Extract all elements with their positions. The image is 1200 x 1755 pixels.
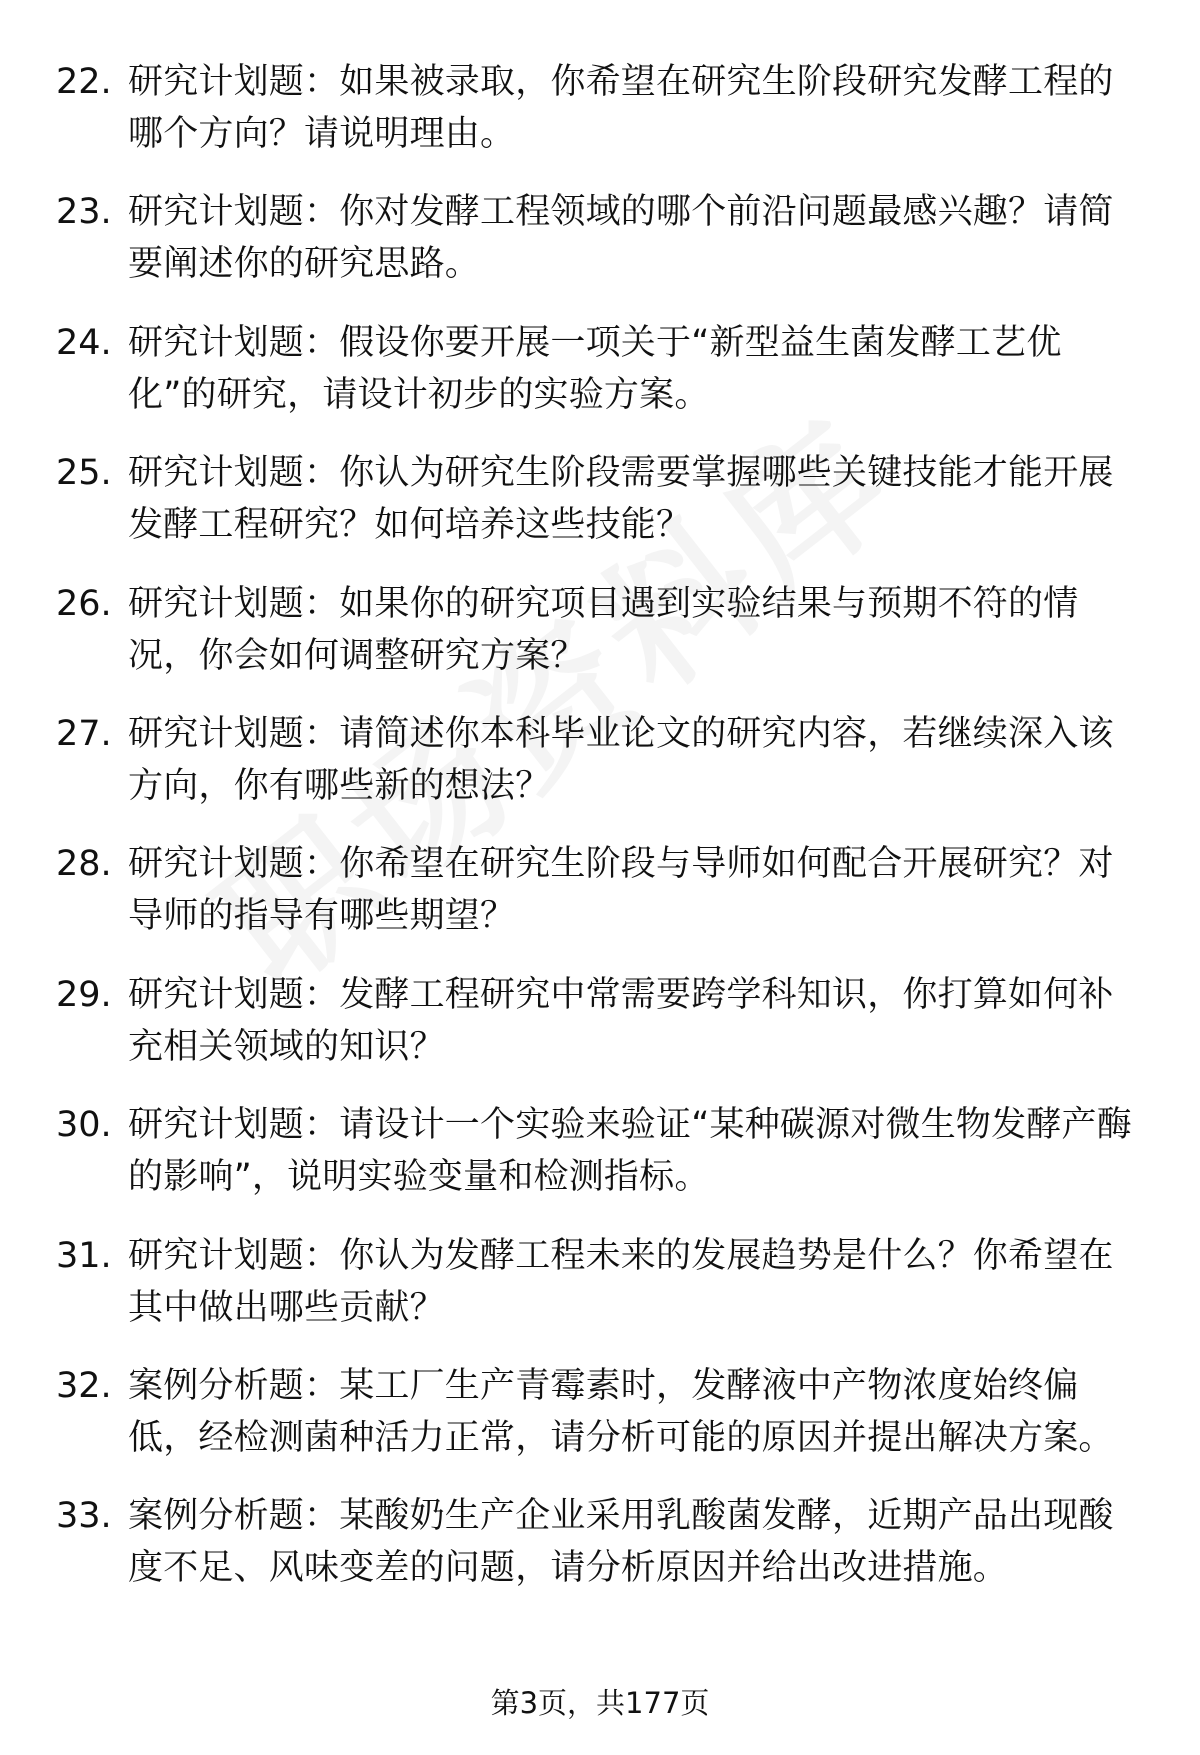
question-item-29 bbox=[0, 969, 1200, 1099]
question-list bbox=[0, 56, 1200, 1621]
question-text: 案例分析题：某工厂生产青霉素时，发酵液中产物浓度始终偏低，经检测菌种活力正常，请分析可能的原因并提出解决方案。 bbox=[128, 1365, 1114, 1458]
question-text: 研究计划题：发酵工程研究中常需要跨学科知识，你打算如何补充相关领域的知识？ bbox=[128, 974, 1114, 1067]
question-text: 研究计划题：你认为研究生阶段需要掌握哪些关键技能才能开展发酵工程研究？如何培养这些技能？ bbox=[128, 453, 1114, 546]
question-item-32 bbox=[0, 1360, 1200, 1490]
question-number: 26. bbox=[56, 583, 112, 624]
question-text: 研究计划题：你对发酵工程领域的哪个前沿问题最感兴趣？请简要阐述你的研究思路。 bbox=[128, 192, 1114, 285]
question-number: 24. bbox=[56, 322, 112, 363]
question-text: 研究计划题：你认为发酵工程未来的发展趋势是什么？你希望在其中做出哪些贡献？ bbox=[128, 1235, 1114, 1328]
question-item-23 bbox=[0, 186, 1200, 316]
question-number: 28. bbox=[56, 844, 112, 885]
question-number: 31. bbox=[56, 1235, 112, 1276]
question-text: 研究计划题：如果被录取，你希望在研究生阶段研究发酵工程的哪个方向？请说明理由。 bbox=[128, 62, 1114, 154]
question-item-22 bbox=[0, 56, 1200, 186]
question-text: 研究计划题：假设你要开展一项关于“新型益生菌发酵工艺优化”的研究，请设计初步的实验方案。 bbox=[128, 322, 1062, 415]
question-item-30 bbox=[0, 1099, 1200, 1229]
page-footer: 第3页，共177页 bbox=[490, 1686, 710, 1720]
question-item-27 bbox=[0, 708, 1200, 838]
question-number: 27. bbox=[56, 713, 112, 754]
question-item-28 bbox=[0, 838, 1200, 968]
question-item-31 bbox=[0, 1230, 1200, 1360]
question-number: 22. bbox=[56, 62, 112, 102]
question-item-24 bbox=[0, 317, 1200, 447]
question-number: 29. bbox=[56, 974, 112, 1015]
question-number: 30. bbox=[56, 1105, 112, 1146]
question-text: 研究计划题：你希望在研究生阶段与导师如何配合开展研究？对导师的指导有哪些期望？ bbox=[128, 844, 1114, 937]
question-text: 研究计划题：请简述你本科毕业论文的研究内容，若继续深入该方向，你有哪些新的想法？ bbox=[128, 713, 1114, 806]
question-number: 33. bbox=[56, 1496, 112, 1537]
question-number: 25. bbox=[56, 453, 112, 494]
question-text: 研究计划题：请设计一个实验来验证“某种碳源对微生物发酵产酶的影响”，说明实验变量和检测指标。 bbox=[128, 1105, 1132, 1198]
question-item-25 bbox=[0, 447, 1200, 577]
question-number: 23. bbox=[56, 192, 112, 233]
question-item-26 bbox=[0, 578, 1200, 708]
question-text: 研究计划题：如果你的研究项目遇到实验结果与预期不符的情况，你会如何调整研究方案？ bbox=[128, 583, 1079, 676]
question-number: 32. bbox=[56, 1365, 112, 1406]
question-item-33 bbox=[0, 1490, 1200, 1620]
question-text: 案例分析题：某酸奶生产企业采用乳酸菌发酵，近期产品出现酸度不足、风味变差的问题，请分析原因并给出改进措施。 bbox=[128, 1496, 1114, 1589]
